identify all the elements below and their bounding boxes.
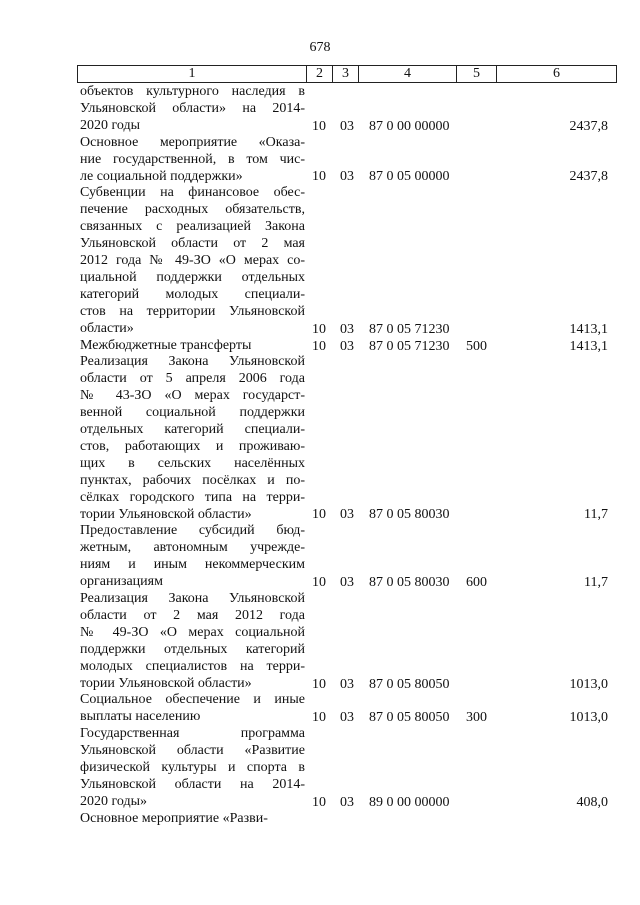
cell-c2: 10 <box>312 118 326 134</box>
header-col-4: 4 <box>358 66 456 82</box>
description-line: Социальное обеспечение и иные <box>80 692 305 708</box>
cell-c2: 10 <box>312 338 326 354</box>
description-line: Ульяновской области на 2014- <box>80 776 305 792</box>
description-line: Основное мероприятие «Оказа- <box>80 134 305 150</box>
description-line: Субвенции на финансовое обес- <box>80 185 305 201</box>
description-line: № 49-ЗО «О мерах социальной <box>80 624 305 640</box>
description-line: жетным, автономным учрежде- <box>80 540 305 556</box>
description-line: стов на территории Ульяновской <box>80 303 305 319</box>
cell-c4: 87 0 05 71230 <box>369 338 450 354</box>
description-line: области» <box>80 320 134 336</box>
cell-c6: 1413,1 <box>569 338 608 354</box>
cell-c3: 03 <box>340 575 354 591</box>
header-col-6: 6 <box>496 66 616 82</box>
cell-c2: 10 <box>312 676 326 692</box>
row-description <box>80 338 305 355</box>
cell-c4: 87 0 00 00000 <box>369 118 450 134</box>
description-line: категорий молодых специали- <box>80 286 305 302</box>
row-description <box>80 354 305 523</box>
description-line: циальной поддержки отдельных <box>80 269 305 285</box>
description-line: тории Ульяновской области» <box>80 675 252 691</box>
cell-c6: 2437,8 <box>569 118 608 134</box>
description-line: молодых специалистов на терри- <box>80 658 305 674</box>
header-col-3: 3 <box>332 66 358 82</box>
description-line: Реализация Закона Ульяновской <box>80 591 305 606</box>
row-description <box>80 726 305 811</box>
description-line: щих в сельских населённых <box>80 455 305 471</box>
cell-c6: 1013,0 <box>569 710 608 726</box>
description-line: Государственная программа <box>80 726 305 742</box>
description-line: ние государственной, в том чис- <box>80 151 305 167</box>
cell-c4: 87 0 05 80030 <box>369 575 450 591</box>
description-line: Ульяновской области от 2 мая <box>80 236 305 252</box>
header-col-5: 5 <box>456 66 496 82</box>
description-line: Основное мероприятие «Разви- <box>80 810 268 826</box>
row-description <box>80 185 305 337</box>
description-line: выплаты населению <box>80 709 201 725</box>
cell-c4: 87 0 05 80050 <box>369 676 450 692</box>
table-header <box>77 65 617 83</box>
description-line: Реализация Закона Ульяновской <box>80 354 305 370</box>
row-description <box>80 135 305 186</box>
cell-c3: 03 <box>340 118 354 134</box>
cell-c6: 408,0 <box>576 794 608 810</box>
description-line: печение расходных обязательств, <box>80 202 305 218</box>
description-line: поддержки отдельных категорий <box>80 641 305 657</box>
header-col-2: 2 <box>306 66 332 82</box>
cell-c3: 03 <box>340 710 354 726</box>
description-line: пунктах, рабочих посёлках и по- <box>80 472 305 488</box>
cell-c2: 10 <box>312 710 326 726</box>
cell-c5: 500 <box>466 338 487 354</box>
description-line: области от 2 мая 2012 года <box>80 607 305 623</box>
description-line: венной социальной поддержки <box>80 405 305 421</box>
cell-c6: 1013,0 <box>569 676 608 692</box>
cell-c4: 87 0 05 80050 <box>369 710 450 726</box>
row-description <box>80 84 305 135</box>
cell-c3: 03 <box>340 507 354 523</box>
description-line: стов, работающих и проживаю- <box>80 438 305 454</box>
description-line: тории Ульяновской области» <box>80 506 252 522</box>
cell-c3: 03 <box>340 676 354 692</box>
description-line: ниям и иным некоммерческим <box>80 557 305 573</box>
page-number: 678 <box>309 40 331 55</box>
cell-c4: 87 0 05 80030 <box>369 507 450 523</box>
description-line: 2020 годы <box>80 117 141 133</box>
cell-c4: 89 0 00 00000 <box>369 794 450 810</box>
row-description <box>80 591 305 692</box>
cell-c3: 03 <box>340 321 354 337</box>
row-description <box>80 523 305 591</box>
description-line: области от 5 апреля 2006 года <box>80 371 305 387</box>
header-col-1: 1 <box>188 66 196 81</box>
description-line: связанных с реализацией Закона <box>80 219 305 235</box>
cell-c2: 10 <box>312 507 326 523</box>
description-line: организациям <box>80 574 163 590</box>
cell-c3: 03 <box>340 169 354 185</box>
cell-c2: 10 <box>312 794 326 810</box>
description-line: Ульяновской области» на 2014- <box>80 100 305 116</box>
cell-c5: 300 <box>466 710 487 726</box>
cell-c5: 600 <box>466 575 487 591</box>
cell-c2: 10 <box>312 575 326 591</box>
description-line: Предоставление субсидий бюд- <box>80 523 305 539</box>
description-line: отдельных категорий специали- <box>80 422 305 438</box>
description-line: № 43-ЗО «О мерах государст- <box>80 388 305 404</box>
description-line: объектов культурного наследия в <box>80 84 305 99</box>
cell-c6: 11,7 <box>584 575 608 591</box>
cell-c2: 10 <box>312 169 326 185</box>
cell-c6: 2437,8 <box>569 169 608 185</box>
description-line: Межбюджетные трансферты <box>80 337 252 353</box>
description-line: сёлках городского типа на терри- <box>80 489 305 505</box>
description-line: Ульяновской области «Развитие <box>80 743 305 759</box>
cell-c2: 10 <box>312 321 326 337</box>
cell-c6: 11,7 <box>584 507 608 523</box>
cell-c3: 03 <box>340 794 354 810</box>
row-description <box>80 811 305 828</box>
description-line: физической культуры и спорта в <box>80 760 305 775</box>
description-line: 2012 года № 49-ЗО «О мерах со- <box>80 253 305 269</box>
cell-c4: 87 0 05 00000 <box>369 169 450 185</box>
description-line: 2020 годы» <box>80 793 148 809</box>
cell-c4: 87 0 05 71230 <box>369 321 450 337</box>
cell-c6: 1413,1 <box>569 321 608 337</box>
row-description <box>80 692 305 726</box>
cell-c3: 03 <box>340 338 354 354</box>
description-line: ле социальной поддержки» <box>80 168 243 184</box>
